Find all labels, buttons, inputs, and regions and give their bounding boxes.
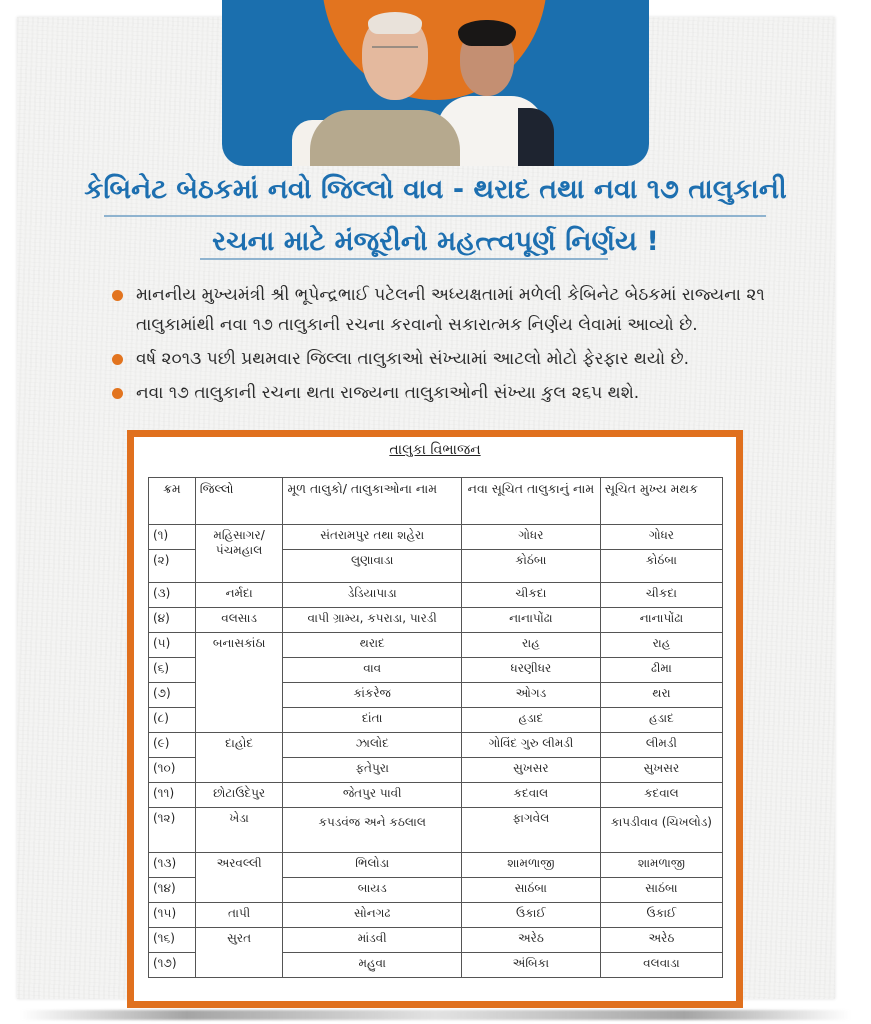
headline-line-2: રચના માટે મંજૂરીનો મહત્ત્વપૂર્ણ નિર્ણય ! [212, 226, 659, 257]
cell-headquarter: ગોધર [600, 525, 722, 550]
cell-district: સુરત [195, 928, 283, 978]
person-right-jacket [518, 108, 554, 166]
cell-original: સંતરામપુર તથા શહેરા [283, 525, 462, 550]
cell-no: (૧૩) [149, 853, 196, 878]
cell-new-taluka: હડાદ [461, 708, 600, 733]
cell-no: (૧૫) [149, 903, 196, 928]
header-no: ક્રમ [149, 478, 196, 525]
bullet-dot-icon [112, 354, 123, 365]
headline-underline-1 [104, 215, 766, 217]
cell-original: વાપી ગ્રામ્ય, કપરાડા, પારડી [283, 608, 462, 633]
cell-headquarter: ઉકાઈ [600, 903, 722, 928]
bullet-text: માનનીય મુખ્યમંત્રી શ્રી ભૂપેન્દ્રભાઈ પટેલની અધ્યક્ષતામાં મળેલી કેબિનેટ બેઠકમાં રાજ્યના ૨૧ તાલુકામાંથી નવા ૧૭ તાલુકાની રચના કરવાનો સકારાત્મક નિર્ણય લેવામાં આવ્યો છે. [136, 285, 765, 335]
cell-no: (૧૬) [149, 928, 196, 953]
cell-headquarter: લીમડી [600, 733, 722, 758]
cell-original: દાંતા [283, 708, 462, 733]
cell-original: સોનગઢ [283, 903, 462, 928]
table-caption: તાલુકા વિભાજન [389, 442, 481, 458]
cell-headquarter: વલવાડા [600, 953, 722, 978]
bullet-dot-icon [112, 388, 123, 399]
taluka-table-frame [127, 430, 743, 1008]
bullet-item [108, 280, 788, 340]
cell-original: ઝાલોદ [283, 733, 462, 758]
header-original: મૂળ તાલુકો/ તાલુકાઓના નામ [283, 478, 462, 525]
person-left-vest [310, 110, 460, 166]
person-left-hair [368, 12, 422, 34]
table-row [149, 608, 723, 633]
cell-original: ફતેપુરા [283, 758, 462, 783]
cell-original: ભિલોડા [283, 853, 462, 878]
table-row [149, 853, 723, 878]
cell-new-taluka: શામળાજી [461, 853, 600, 878]
cell-headquarter: નાનાપોંઢા [600, 608, 722, 633]
cell-district: છોટાઉદેપુર [195, 783, 283, 808]
headline-line-1: કેબિનેટ બેઠકમાં નવો જિલ્લો વાવ - થરાદ તથા નવા ૧૭ તાલુકાની [84, 174, 787, 205]
cell-no: (૫) [149, 633, 196, 658]
cell-original: કાંકરેજ [283, 683, 462, 708]
cell-headquarter: અરેઠ [600, 928, 722, 953]
bullet-list [108, 280, 788, 408]
cell-no: (૧) [149, 525, 196, 550]
cell-original: ડેડિયાપાડા [283, 583, 462, 608]
cell-new-taluka: કદવાલ [461, 783, 600, 808]
header-district: જિલ્લો [195, 478, 283, 525]
bullet-item [108, 344, 788, 374]
table-row [149, 633, 723, 658]
cell-original: વાવ [283, 658, 462, 683]
headline-underline-2 [200, 258, 608, 260]
cell-no: (૭) [149, 683, 196, 708]
table-row [149, 783, 723, 808]
cell-new-taluka: કોઠંબા [461, 550, 600, 583]
cell-no: (૧૭) [149, 953, 196, 978]
cell-original: કપડવંજ અને કઠલાલ [283, 808, 462, 853]
table-row [149, 928, 723, 953]
cell-original: થરાદ [283, 633, 462, 658]
cell-headquarter: ચીકદા [600, 583, 722, 608]
header-new-taluka: નવા સૂચિત તાલુકાનું નામ [461, 478, 600, 525]
cell-new-taluka: સુખસર [461, 758, 600, 783]
cell-original: બાયડ [283, 878, 462, 903]
cell-no: (૬) [149, 658, 196, 683]
hero-banner [222, 0, 649, 166]
table-row [149, 733, 723, 758]
cell-new-taluka: ઉકાઈ [461, 903, 600, 928]
cell-headquarter: સુખસર [600, 758, 722, 783]
cell-new-taluka: અંબિકા [461, 953, 600, 978]
cell-district: મહિસાગર/ પંચમહાલ [195, 525, 283, 583]
glasses-icon [372, 46, 418, 54]
cell-new-taluka: સાઠંબા [461, 878, 600, 903]
cell-new-taluka: ગોવિંદ ગુરુ લીમડી [461, 733, 600, 758]
cell-new-taluka: રાહ [461, 633, 600, 658]
cell-new-taluka: ધરણીધર [461, 658, 600, 683]
cell-headquarter: રાહ [600, 633, 722, 658]
table-row [149, 903, 723, 928]
cell-headquarter: કાપડીવાવ (ચિખલોડ) [600, 808, 722, 853]
cell-new-taluka: ચીકદા [461, 583, 600, 608]
table-row [149, 583, 723, 608]
cell-district: દાહોદ [195, 733, 283, 783]
table-row [149, 525, 723, 550]
cell-no: (૧૪) [149, 878, 196, 903]
cell-original: મહુવા [283, 953, 462, 978]
page-shadow [20, 1010, 851, 1020]
cell-no: (૩) [149, 583, 196, 608]
bullet-text: નવા ૧૭ તાલુકાની રચના થતા રાજ્યના તાલુકાઓની સંખ્યા કુલ ૨૬૫ થશે. [136, 383, 640, 403]
cell-district: બનાસકાંઠા [195, 633, 283, 733]
bullet-text: વર્ષ ૨૦૧૩ પછી પ્રથમવાર જિલ્લા તાલુકાઓ સંખ્યામાં આટલો મોટો ફેરફાર થયો છે. [136, 349, 690, 369]
cell-headquarter: સાઠંબા [600, 878, 722, 903]
cell-district: તાપી [195, 903, 283, 928]
header-headquarter: સૂચિત મુખ્ય મથક [600, 478, 722, 525]
cell-no: (૧૨) [149, 808, 196, 853]
cell-original: લુણાવાડા [283, 550, 462, 583]
taluka-division-table [148, 477, 723, 978]
cell-district: અરવલ્લી [195, 853, 283, 903]
cell-new-taluka: નાનાપોંઢા [461, 608, 600, 633]
cell-district: નર્મદા [195, 583, 283, 608]
cell-no: (૨) [149, 550, 196, 583]
cell-district: ખેડા [195, 808, 283, 853]
cell-original: માંડવી [283, 928, 462, 953]
bullet-dot-icon [112, 290, 123, 301]
person-right-hair [458, 20, 516, 46]
bullet-item [108, 378, 788, 408]
cell-original: જેતપુર પાવી [283, 783, 462, 808]
cell-headquarter: થરા [600, 683, 722, 708]
cell-no: (૧૦) [149, 758, 196, 783]
cell-new-taluka: ઓગડ [461, 683, 600, 708]
table-row [149, 808, 723, 853]
cell-headquarter: ઢીમા [600, 658, 722, 683]
cell-headquarter: હડાદ [600, 708, 722, 733]
cell-district: વલસાડ [195, 608, 283, 633]
cell-headquarter: શામળાજી [600, 853, 722, 878]
cell-new-taluka: ફાગવેલ [461, 808, 600, 853]
cell-no: (૮) [149, 708, 196, 733]
cell-new-taluka: ગોધર [461, 525, 600, 550]
table-header-row [149, 478, 723, 525]
cell-new-taluka: અરેઠ [461, 928, 600, 953]
cell-headquarter: કોઠંબા [600, 550, 722, 583]
cell-no: (૯) [149, 733, 196, 758]
cell-headquarter: કદવાલ [600, 783, 722, 808]
cell-no: (૪) [149, 608, 196, 633]
cell-no: (૧૧) [149, 783, 196, 808]
